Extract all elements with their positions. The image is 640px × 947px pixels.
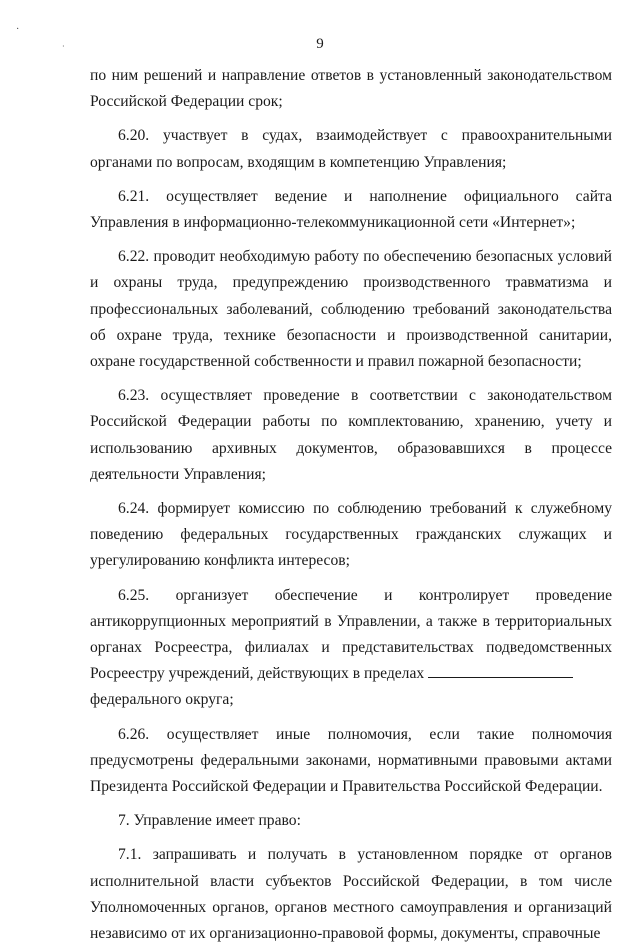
paragraph-continuation: по ним решений и направление ответов в установленный законодательством Российской Федерации срок; [90, 67, 612, 111]
paragraph-6-25-end: федерального округа; [90, 691, 234, 709]
scan-mark: · [16, 24, 20, 35]
paragraph-6-20: 6.20. участвует в судах, взаимодействует с правоохранительными органами по вопросам, входящим в компетенцию Управления; [90, 127, 612, 171]
scan-mark: · [62, 42, 65, 51]
paragraph-6-25-text: 6.25. организует обеспечение и контролирует проведение антикоррупционных мероприятий в Управлении, а также в территориальных органах Росреестра, филиалах и представительствах подведомственных Росреестру учреждений, действующих в пределах [90, 586, 612, 683]
blank-line [428, 665, 573, 678]
document-body [90, 63, 612, 947]
paragraph-6-21: 6.21. осуществляет ведение и наполнение официального сайта Управления в информационно-телекоммуникационной сети «Интернет»; [90, 187, 612, 232]
page-number: 9 [316, 36, 324, 52]
paragraph-6-26: 6.26. осуществляет иные полномочия, если такие полномочия предусмотрены федеральными законами, нормативными правовыми актами Президента Российской Федерации и Правительства Российской Федерации. [90, 725, 612, 796]
paragraph-7-1: 7.1. запрашивать и получать в установленном порядке от органов исполнительной власти субъектов Российской Федерации, в том числе Уполномоченных органов, органов местного самоуправления и организаций независимо от их организационно-правовой формы, документы, справочные [90, 846, 612, 943]
paragraph-6-23: 6.23. осуществляет проведение в соответствии с законодательством Российской Федерации работы по комплектованию, хранению, учету и использованию архивных документов, образовавшихся в процессе деятельности Управления; [90, 387, 612, 483]
paragraph-6-22: 6.22. проводит необходимую работу по обеспечению безопасных условий и охраны труда, предупреждению производственного травматизма и профессиональных заболеваний, соблюдению требований законодательства об охране труда, технике безопасности и производственной санитарии, охране государственной собственности и правил пожарной безопасности; [90, 248, 612, 371]
paragraph-6-24: 6.24. формирует комиссию по соблюдению требований к служебному поведению федеральных государственных гражданских служащих и урегулированию конфликта интересов; [90, 500, 612, 570]
paragraph-6-25 [90, 583, 612, 688]
section-7-heading: 7. Управление имеет право: [118, 812, 301, 830]
